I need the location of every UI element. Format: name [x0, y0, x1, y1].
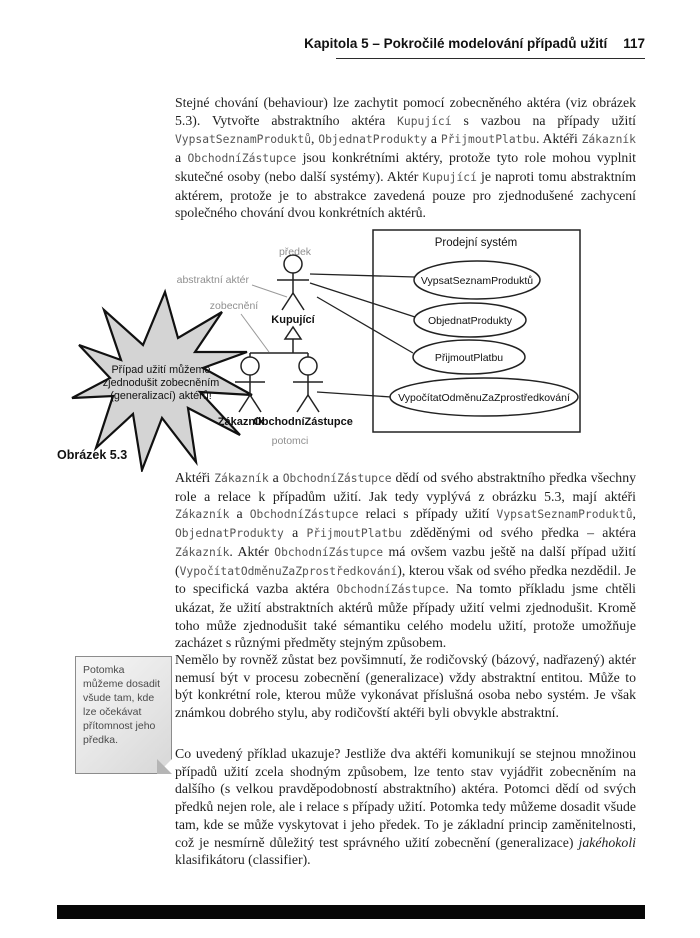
annotation-zobecneni: zobecnění [209, 300, 259, 312]
use-case-diagram [55, 226, 645, 472]
page-header [304, 36, 645, 51]
actor-head-icon [241, 357, 259, 375]
page-number: 117 [623, 36, 645, 51]
use-case-label: VypsatSeznamProduktů [420, 275, 534, 287]
use-case-prijmout-platbu [413, 340, 525, 374]
leader-zobecneni [241, 314, 269, 352]
callout-line-1: Případ užití můžeme [111, 364, 211, 376]
margin-note-text: Potomka můžeme dosadit všude tam, kde lze očekávat přítomnost jeho předka. [83, 664, 161, 746]
actor-head-icon [299, 357, 317, 375]
actor-kupujici [277, 255, 309, 310]
use-case-objednat-produkty [414, 303, 526, 337]
header-rule [336, 58, 645, 59]
generalization-triangle-icon [285, 327, 301, 339]
use-case-label: PřijmoutPlatbu [434, 352, 504, 364]
note-fold-icon [157, 759, 172, 774]
actor-zakaznik-label: Zákazník [217, 416, 265, 428]
generalization-connector [250, 327, 308, 357]
actor-kupujici-label: Kupující [271, 314, 315, 326]
leader-abstraktni-akter [252, 285, 287, 297]
callout-line-3: (generalizací) aktérů! [110, 390, 212, 402]
use-case-vypsat-seznam-produktu [414, 261, 540, 299]
annotation-potomci: potomci [271, 435, 309, 447]
use-case-label: VypočítatOdměnuZaZprostředkování [398, 392, 570, 404]
use-case-vypocitat-odmenu [390, 378, 578, 416]
margin-note [75, 656, 172, 774]
figure-caption: Obrázek 5.3 [57, 448, 128, 462]
chapter-title: Kapitola 5 – Pokročilé modelování případů užití [304, 36, 608, 51]
footer-bar [57, 905, 645, 919]
callout-line-2: zjednodušit zobecněním [102, 377, 220, 389]
callout-starburst [72, 292, 252, 470]
paragraph-3: Nemělo by rovněž zůstat bez povšimnutí, že rodičovský (bázový, nadřazený) aktér nemusí být v procesu zobecnění (generalizace) vždy abstraktní entitou. Může to být konkrétní role, kterou může vykonávat příslušná osoba nebo systém. Je však známkou dobrého stylu, aby rodičovští aktéři byli obvykle abstraktní. [175, 652, 636, 721]
paragraph-1: Stejné chování (behaviour) lze zachytit pomocí zobecněného aktéra (viz obrázek 5.3). Vytvořte abstraktního aktéra Kupující s vazbou na případy užití VypsatSeznamProduktů, ObjednatProdukty a PřijmoutPlatbu. Aktéři Zákazník a ObchodníZástupce jsou konkrétními aktéry, protože tyto role mohou vyplnit skutečné osoby (nebo další systémy). Aktér Kupující je naproti tomu abstraktním aktérem, protože je to abstrakce zavedená pouze pro zjednodušené zachycení společného chování dvou konkrétních aktérů. [175, 95, 637, 221]
annotation-abstraktni-akter: abstraktní aktér [176, 274, 249, 286]
actor-obchodni-zastupce-label: ObchodníZástupce [253, 416, 353, 428]
actor-zakaznik [235, 357, 265, 412]
paragraph-2: Aktéři Zákazník a ObchodníZástupce dědí od svého abstraktního předka všechny role a relace k případům užití. Jak tedy vyplývá z obrázku 5.3, mají aktéři Zákazník a ObchodníZástupce relaci s případy užití VypsatSeznamProduktů, ObjednatProdukty a PřijmoutPlatbu zděděnými od svého předka – aktéra Zákazník. Aktér ObchodníZástupce má ovšem vazbu ještě na další případ užití (VypočítatOdměnuZaZprostředkování), kterou však od svého předka nezdědil. Je to specifická vazba aktéra ObchodníZástupce. Na tomto příkladu jsme chtěli ukázat, že užití abstraktních aktérů může případy užití velmi zjednodušit. Kromě toho může zjednodušit také sémantiku celého modelu užití, protože umožňuje zacházet s různými předměty stejným způsobem. [175, 470, 637, 651]
actor-obchodni-zastupce [293, 357, 323, 412]
annotation-predek: předek [278, 246, 312, 258]
use-case-label: ObjednatProdukty [427, 315, 513, 327]
paragraph-4: Co uvedený příklad ukazuje? Jestliže dva aktéři komunikují se stejnou množinou případů užití zcela shodným způsobem, lze tento stav vyjádřit zobecněním na dalšího (s velkou pravděpodobností abstraktního) aktéra. Potomci dědí od svých předků nejen role, ale i relace s případy užití. Potomka tedy můžeme dosadit všude tam, kde se může vyskytovat i jeho předek. To je základní princip zaměnitelnosti, což je nesmírně důležitý test správného užití zobecnění (generalizace) jakéhokoli klasifikátoru (classifier). [175, 746, 636, 868]
system-title: Prodejní systém [434, 237, 518, 249]
